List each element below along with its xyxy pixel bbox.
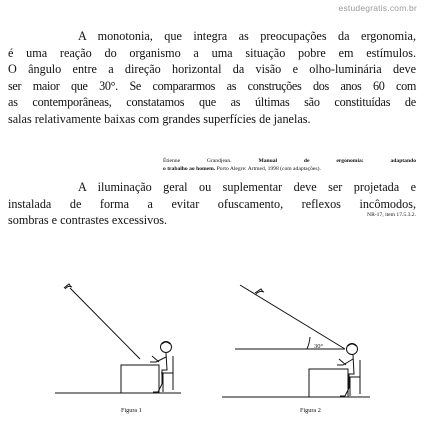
citation-line-2	[163, 166, 321, 174]
citation-publisher: Porto Alegre: Artmed, 1998 (com adaptações).	[216, 166, 321, 172]
text-line: instalada de forma a evitar ofuscamento, reflexos incômodos,	[8, 197, 416, 211]
citation-title-cont: o trabalho ao homem.	[163, 166, 216, 172]
reference: NR-17, item 17.5.3.2.	[367, 212, 416, 218]
figure-1	[55, 278, 195, 406]
text-line: salas relativamente baixas com grandes superfícies de janelas.	[8, 112, 311, 126]
text-line: A iluminação geral ou suplementar deve ser projetada e	[78, 180, 416, 194]
citation-line-1	[163, 158, 416, 166]
angle-label: 30°	[314, 343, 324, 350]
figure-caption: Figura 2	[300, 407, 321, 414]
text-line: A monotonia, que integra as preocupações da ergonomia,	[78, 29, 416, 43]
text-line: sombras e contrastes excessivos.	[8, 213, 168, 227]
text-line: é uma reação do organismo a uma situação pobre em estímulos.	[8, 46, 416, 60]
text-line: as contemporâneas, constatamos que as últimas são constituídas de	[8, 95, 416, 109]
watermark: estudegratis.com.br	[338, 3, 417, 13]
text-line: ser maior que 30°. Se compararmos as construções dos anos 60 com	[8, 79, 416, 93]
text-line: O ângulo entre a direção horizontal da visão e olho-luminária deve	[8, 62, 416, 76]
figure-caption: Figura 1	[121, 407, 142, 414]
citation-author: Étienne Grandjean.	[163, 158, 232, 164]
citation-title: Manual de ergonomia: adaptando	[258, 158, 416, 164]
figure-2	[222, 278, 372, 406]
